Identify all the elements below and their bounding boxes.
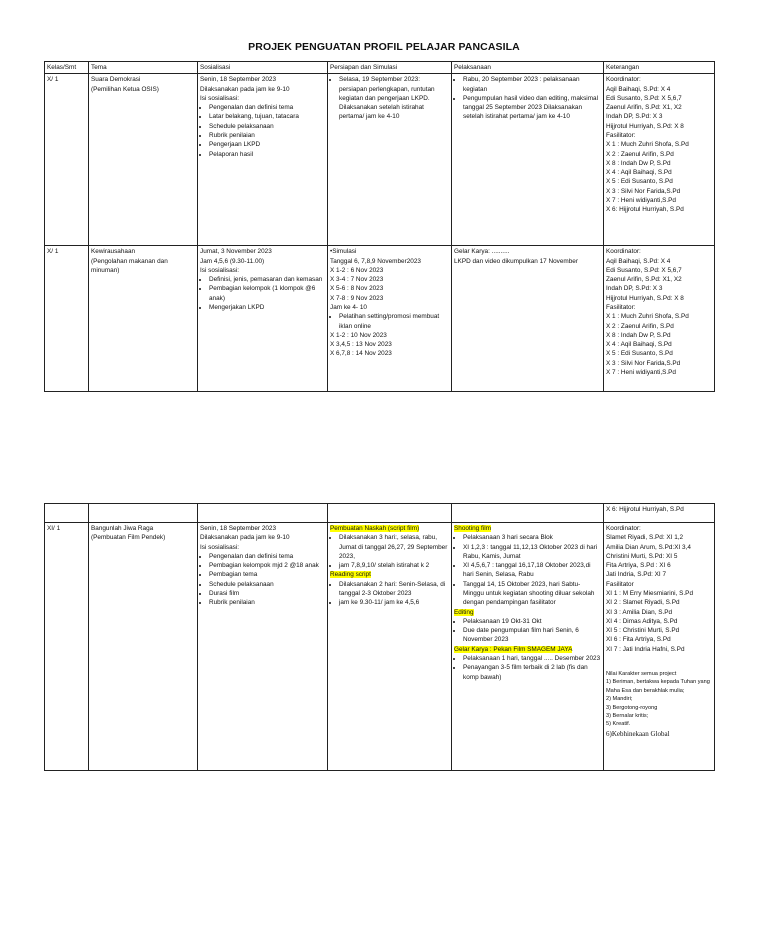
- text-line: X 1-2 : 10 Nov 2023: [330, 331, 387, 339]
- cell-keterangan: [604, 523, 715, 771]
- bullet-list: [330, 533, 449, 570]
- list-item: • Latar belakang, tujuan, tatacara: [209, 112, 325, 121]
- bullet-list: [330, 580, 449, 608]
- text-line: Hijjrotul Hurriyah, S.Pd: X 8: [606, 294, 684, 302]
- cell-sosialisasi: [198, 246, 328, 392]
- text-line: Isi sosialisasi:: [200, 266, 240, 274]
- list-item: • Durasi film: [209, 589, 325, 598]
- text-line: Isi sosialisasi:: [200, 94, 240, 102]
- list-item: • Mengerjakan LKPD: [209, 303, 325, 312]
- text-line: Jumat, 3 November 2023: [200, 248, 272, 256]
- text-line: 2) Mandiri;: [606, 696, 633, 703]
- text-line: X 2 : Zaenul Arifin, S.Pd: [606, 150, 674, 158]
- list-item: • Pengenalan dan definisi tema: [209, 552, 325, 561]
- text-line: Indah DP, S.Pd: X 3: [606, 113, 663, 121]
- list-item: • jam ke 9.30-11/ jam ke 4,5,6: [339, 598, 449, 607]
- text-line: Koordinator:: [606, 76, 641, 84]
- cell-kelas: XI/ 1: [45, 523, 89, 771]
- list-item: • jam 7,8,9,10/ stelah istirahat k 2: [339, 561, 449, 570]
- text-line: Amilia Dian Arum, S.Pd:XI 3,4: [606, 543, 691, 551]
- list-item: • Pembagian tema: [209, 570, 325, 579]
- text-line: X 4 : Aqil Baihaqi, S.Pd: [606, 341, 672, 349]
- text-line: X 6,7,8 : 14 Nov 2023: [330, 350, 392, 358]
- cell-pelaksanaan: [452, 523, 604, 771]
- highlight-heading: Pembuatan Naskah (script film): [330, 525, 420, 532]
- text-line: X 3 : Silvi Nor Farida,S.Pd: [606, 359, 681, 367]
- table-row: [45, 74, 715, 246]
- bullet-list: [454, 533, 601, 607]
- tema-title: Kewirausahaan: [91, 248, 136, 256]
- list-item: • Tanggal 14, 15 Oktober 2023, hari Sabtu-Minggu untuk kegiatan shooting diluar sekolah dengan pendampingan fasilitator: [463, 580, 601, 608]
- cell-persiapan: [328, 74, 452, 246]
- list-item: • Pelaksanaan 3 hari secara Blok: [463, 533, 601, 542]
- list-item: • Rubrik penilaian: [209, 598, 325, 607]
- text-line: 1) Beriman, bertakwa kepada Tuhan yang Maha Esa dan berakhlak mulia;: [606, 679, 710, 694]
- tema-subtitle: (Pembuatan Film Pendek): [91, 534, 166, 542]
- text-line: XI 6 : Fita Artriya, S.Pd: [606, 636, 671, 644]
- text-line: Aqil Baihaqi, S.Pd: X 4: [606, 85, 671, 93]
- highlight-heading: Reading script: [330, 571, 371, 579]
- text-line: Zaenul Arifin, S.Pd: X1, X2: [606, 276, 682, 284]
- text-line: Fasilitator:: [606, 303, 636, 311]
- bullet-list: [200, 552, 325, 608]
- text-line: Indah DP, S.Pd: X 3: [606, 285, 663, 293]
- list-item: • Schedule pelaksanaan: [209, 122, 325, 131]
- text-line: Edi Susanto, S.Pd: X 5,6,7: [606, 94, 682, 102]
- cell-tema: [89, 523, 198, 771]
- bullet-list: [200, 103, 325, 159]
- text-line: Fasilitator: [606, 580, 634, 588]
- text-line: Fita Artriya, S.Pd : XI 6: [606, 562, 671, 570]
- list-item: • Pelaksanaan 19 Okt-31 Okt: [463, 617, 601, 626]
- cell-keterangan: X 6: Hijjrotul Hurriyah, S.Pd: [604, 504, 715, 523]
- project-table-page1: [44, 61, 715, 392]
- text-line: X 7-8 : 9 Nov 2023: [330, 294, 384, 302]
- text-line: XI 5 : Christini Murti, S.Pd: [606, 627, 680, 635]
- text-line: 5) Kreatif.: [606, 721, 631, 728]
- text-line: Jam ke 4- 10: [330, 303, 367, 311]
- project-table-page2: [44, 503, 715, 771]
- tema-subtitle: (Pemilihan Ketua OSIS): [91, 85, 159, 93]
- text-line: Tanggal 6, 7,8,9 November2023: [330, 257, 421, 265]
- text-line: XI 2 : Slamet Riyadi, S.Pd: [606, 599, 680, 607]
- text-line: X 6: Hijjrotul Hurriyah, S.Pd: [606, 206, 684, 214]
- table-row: [45, 523, 715, 771]
- text-line: Aqil Baihaqi, S.Pd: X 4: [606, 257, 671, 265]
- cell-keterangan: [604, 246, 715, 392]
- text-line: Hijjrotul Hurriyah, S.Pd: X 8: [606, 122, 684, 130]
- text-line: Jati Indria, S.Pd: XI 7: [606, 571, 667, 579]
- cell-persiapan: [328, 523, 452, 771]
- text-line: Koordinator:: [606, 248, 641, 256]
- header-persiapan: Persiapan dan Simulasi: [328, 62, 452, 74]
- highlight-heading: Gelar Karya : Pekan Film SMAGEM JAYA: [454, 645, 573, 653]
- list-item: • Dilaksanakan 2 hari: Senin-Selasa, di tanggal 2-3 Oktober 2023: [339, 580, 449, 599]
- text-line: XI 1 : M Erry Miesmiarini, S.Pd: [606, 589, 694, 597]
- cell-pelaksanaan: [452, 74, 604, 246]
- cell-sosialisasi: [198, 74, 328, 246]
- header-tema: Tema: [89, 62, 198, 74]
- text-line: X 5 : Edi Susanto, S.Pd: [606, 178, 673, 186]
- header-pelaksanaan: Pelaksanaan: [452, 62, 604, 74]
- nilai-karakter-list: [606, 670, 712, 729]
- bullet-list: [330, 312, 449, 331]
- text-line: Koordinator:: [606, 525, 641, 532]
- table-row: [45, 246, 715, 392]
- cell-kelas: [45, 504, 89, 523]
- text-line: X 1-2 : 6 Nov 2023: [330, 266, 384, 274]
- text-line: Dilaksanakan pada jam ke 9-10: [200, 85, 290, 93]
- text-line: 3) Bergotong-royong: [606, 704, 658, 711]
- cell-keterangan: [604, 74, 715, 246]
- header-sosialisasi: Sosialisasi: [198, 62, 328, 74]
- list-item: • Pengenalan dan definisi tema: [209, 103, 325, 112]
- text-line: XI 3 : Amilia Dian, S.Pd: [606, 608, 673, 616]
- list-item: • XI 1,2,3 : tanggal 11,12,13 Oktober 2023 di hari Rabu, Kamis, Jumat: [463, 543, 601, 562]
- header-keterangan: Keterangan: [604, 62, 715, 74]
- text-line: X 5 : Edi Susanto, S.Pd: [606, 350, 673, 358]
- header-kelas: Kelas/Smt: [45, 62, 89, 74]
- text-line: Christini Murti, S.Pd: XI 5: [606, 552, 678, 560]
- list-item: • Due date pengumpulan film hari Senin, 6 November 2023: [463, 626, 601, 645]
- list-item: • Pembagian kelompok mjd 2 @18 anak: [209, 561, 325, 570]
- bullet-list: [454, 654, 601, 682]
- list-item: • Selasa, 19 September 2023: persiapan perlengkapan, runtutan kegiatan dan pengerjaan LKPD. Dilaksanakan setelah istirahat pertama/ jam ke 4-10: [339, 75, 449, 121]
- list-item: • Penayangan 3-5 film terbaik di 2 lab (fis dan komp bawah): [463, 663, 601, 682]
- cell-sosialisasi: [198, 523, 328, 771]
- text-line: X 1 : Much Zuhri Shofa, S.Pd: [606, 313, 689, 321]
- list-item: • Rabu, 20 September 2023 : pelaksanaan kegiatan: [463, 75, 601, 94]
- text-line: Dilaksanakan pada jam ke 9-10: [200, 534, 290, 542]
- tema-title: Suara Demokrasi: [91, 76, 141, 84]
- table-row: [45, 504, 715, 523]
- bullet-list: [454, 617, 601, 645]
- list-item: • Pengerjaan LKPD: [209, 140, 325, 149]
- list-item: • Dilaksanakan 3 hari:, selasa, rabu, Jumat di tanggal 26,27, 29 September 2023,: [339, 533, 449, 561]
- text-line: X 2 : Zaenul Arifin, S.Pd: [606, 322, 674, 330]
- list-item: • XI 4,5,6,7 : tanggal 16,17,18 Oktober 2023,di hari Senin, Selasa, Rabu: [463, 561, 601, 580]
- cell-kelas: X/ 1: [45, 246, 89, 392]
- text-line: Jam 4,5,6 (9.30-11.00): [200, 257, 265, 265]
- cell-pelaksanaan: [452, 504, 604, 523]
- text-line: X 5-6 : 8 Nov 2023: [330, 285, 384, 293]
- text-line: X 8 : Indah Dw P, S.Pd: [606, 159, 671, 167]
- highlight-heading: Shooting film: [454, 525, 491, 532]
- cell-tema: [89, 504, 198, 523]
- text-line: X 3,4,5 : 13 Nov 2023: [330, 341, 392, 349]
- list-item: • Pelaporan hasil: [209, 150, 325, 159]
- cell-persiapan: [328, 246, 452, 392]
- text-line: X 7 : Heni widiyanti,S.Pd: [606, 196, 676, 204]
- text-line: X 7 : Heni widiyanti,S.Pd: [606, 368, 676, 376]
- text-line: Fasilitator:: [606, 131, 636, 139]
- bullet-list: [330, 75, 449, 121]
- list-item: • Definisi, jenis, pemasaran dan kemasan: [209, 275, 325, 284]
- text-line: Senin, 18 September 2023: [200, 525, 277, 532]
- bullet-list: [200, 275, 325, 312]
- text-line: X 3-4 : 7 Nov 2023: [330, 276, 384, 284]
- text-line: XI 7 : Jati Indria Hafni, S.Pd: [606, 645, 685, 653]
- text-line: Slamet Riyadi, S.Pd: XI 1,2: [606, 534, 684, 542]
- cell-persiapan: [328, 504, 452, 523]
- text-line: X 3 : Silvi Nor Farida,S.Pd: [606, 187, 681, 195]
- text-line: X 4 : Aqil Baihaqi, S.Pd: [606, 169, 672, 177]
- text-line: Gelar Karya: ..........: [454, 248, 510, 256]
- cell-pelaksanaan: [452, 246, 604, 392]
- text-line: Isi sosialisasi:: [200, 543, 240, 551]
- list-item: • Pembagian kelompok (1 klompok @6 anak): [209, 284, 325, 303]
- text-line: X 1 : Much Zuhri Shofa, S.Pd: [606, 141, 689, 149]
- list-item: • Pengumpulan hasil video dan editing, maksimal tanggal 25 September 2023 Dilaksanakan setelah istirahat pertama/ jam ke 4-10: [463, 94, 601, 122]
- text-line: •Simulasi: [330, 248, 357, 256]
- text-line: X 8 : Indah Dw P, S.Pd: [606, 331, 671, 339]
- list-item: • Rubrik penilaian: [209, 131, 325, 140]
- text-line: Zaenul Arifin, S.Pd: X1, X2: [606, 104, 682, 112]
- cell-tema: [89, 74, 198, 246]
- text-line: 3) Bernalar kritis;: [606, 712, 649, 719]
- cell-sosialisasi: [198, 504, 328, 523]
- cell-tema: [89, 246, 198, 392]
- bullet-list: [454, 75, 601, 121]
- text-line: Nilai Karakter semua project: [606, 670, 677, 677]
- text-line: XI 4 : Dimas Aditya, S.Pd: [606, 617, 678, 625]
- tema-subtitle: (Pengolahan makanan dan minuman): [91, 257, 168, 274]
- list-item: • Schedule pelaksanaan: [209, 580, 325, 589]
- highlight-heading: Editing: [454, 608, 474, 616]
- table-header-row: [45, 62, 715, 74]
- cell-kelas: X/ 1: [45, 74, 89, 246]
- text-line: 6)Kebhinekaan Global: [606, 729, 670, 738]
- list-item: • Pelatihan setting/promosi membuat iklan online: [339, 312, 449, 331]
- document-title: PROJEK PENGUATAN PROFIL PELAJAR PANCASILA: [248, 41, 520, 53]
- text-line: Senin, 18 September 2023: [200, 76, 277, 84]
- text-line: LKPD dan video dikumpulkan 17 November: [454, 257, 578, 265]
- tema-title: Bangunlah Jiwa Raga: [91, 525, 154, 532]
- list-item: • Pelaksanaan 1 hari, tanggal ..... Desember 2023: [463, 654, 601, 663]
- text-line: Edi Susanto, S.Pd: X 5,6,7: [606, 266, 682, 274]
